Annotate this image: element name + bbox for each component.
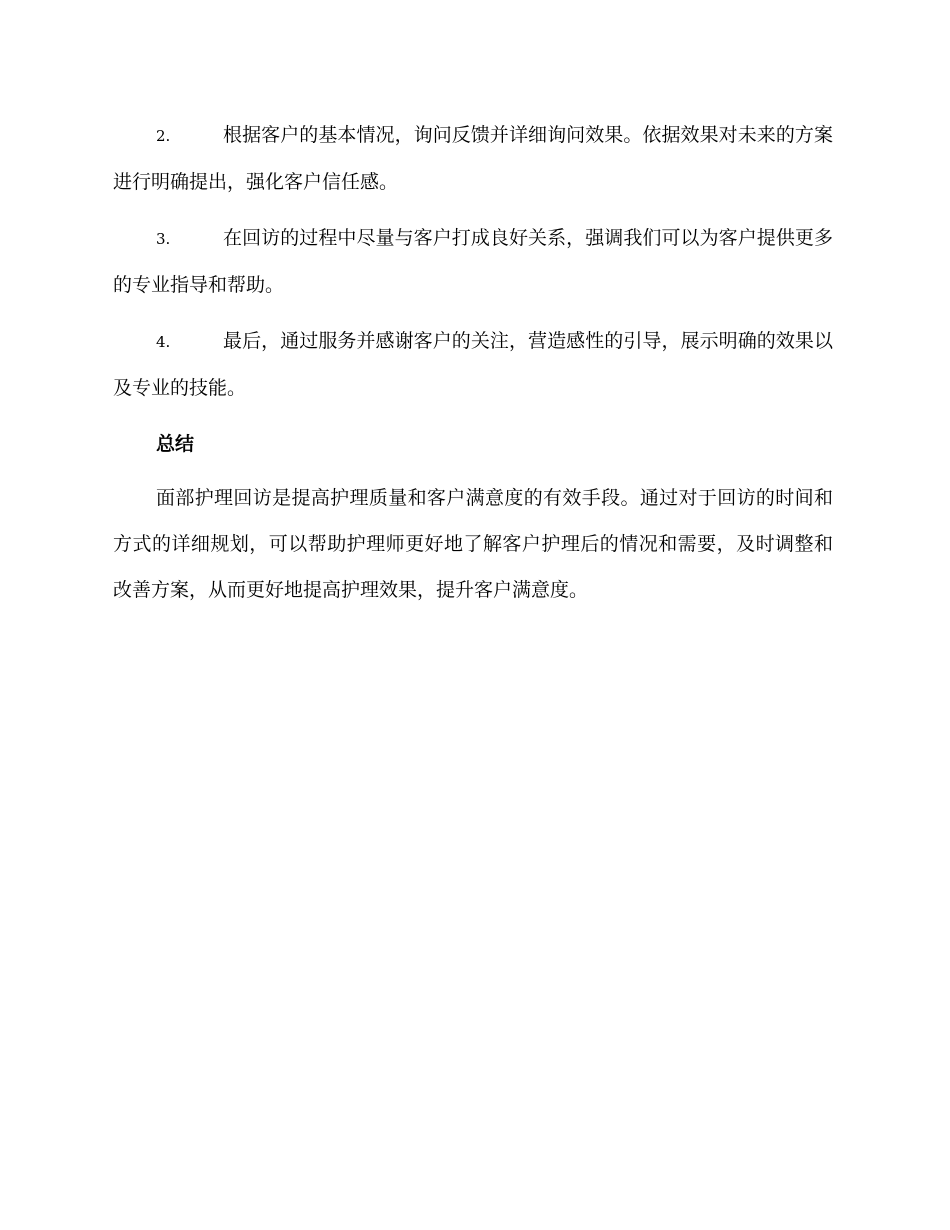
list-item-text: 根据客户的基本情况，询问反馈并详细询问效果。依据效果对未来的方案进行明确提出，强化客户信任感。	[113, 124, 833, 193]
list-item	[113, 215, 833, 308]
list-item-number: 2.	[156, 127, 171, 145]
summary-paragraph: 面部护理回访是提高护理质量和客户满意度的有效手段。通过对于回访的时间和方式的详细规划，可以帮助护理师更好地了解客户护理后的情况和需要，及时调整和改善方案，从而更好地提高护理效果，提升客户满意度。	[113, 487, 833, 601]
list-item	[113, 112, 833, 205]
list-item	[113, 318, 833, 411]
list-item-text: 最后，通过服务并感谢客户的关注，营造感性的引导，展示明确的效果以及专业的技能。	[113, 330, 833, 399]
list-item-number: 3.	[156, 230, 171, 248]
list-item-text: 在回访的过程中尽量与客户打成良好关系，强调我们可以为客户提供更多的专业指导和帮助。	[113, 227, 833, 296]
list-item-number: 4.	[156, 333, 171, 351]
document-content	[113, 112, 833, 613]
summary-heading: 总结	[156, 433, 195, 455]
